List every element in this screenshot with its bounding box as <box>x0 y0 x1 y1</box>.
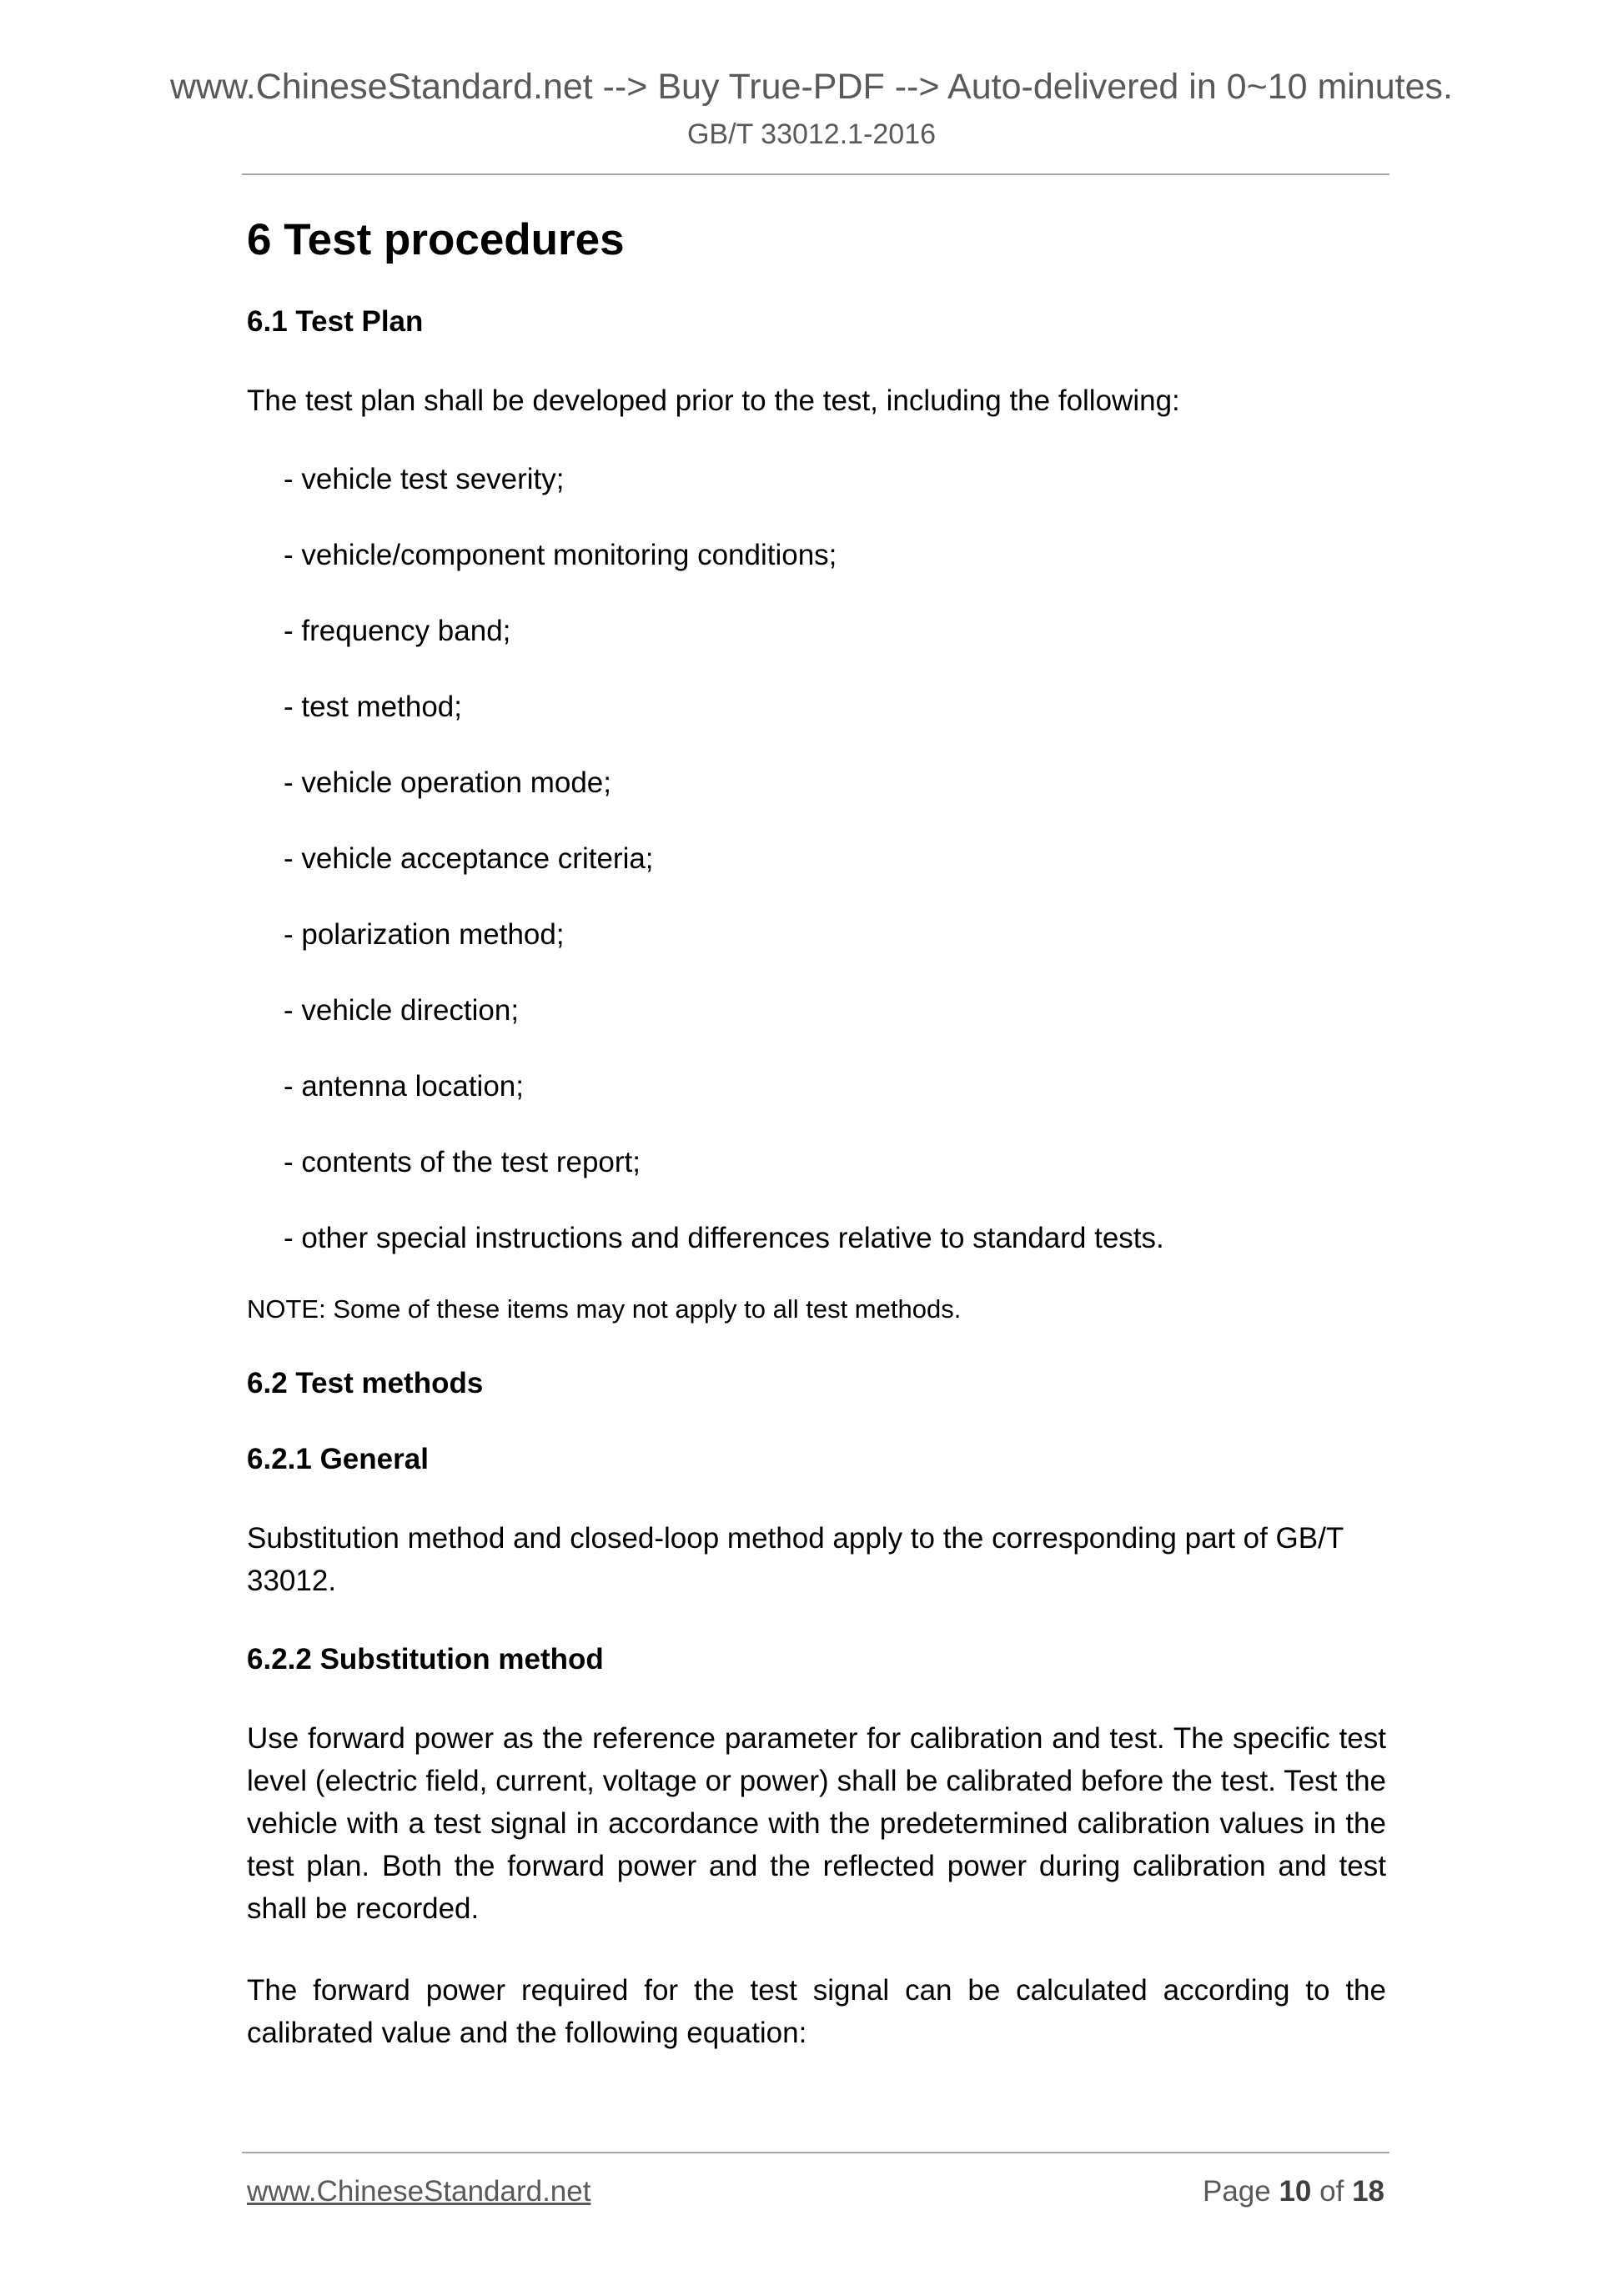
footer-website-link[interactable]: www.ChineseStandard.net <box>247 2175 591 2208</box>
list-item: - polarization method; <box>284 918 565 951</box>
list-item: - vehicle acceptance criteria; <box>284 842 654 875</box>
list-item: - vehicle direction; <box>284 994 520 1027</box>
header-banner: www.ChineseStandard.net --> Buy True-PDF --> Auto-delivered in 0~10 minutes. <box>169 67 1453 107</box>
list-item: - vehicle/component monitoring conditions; <box>284 539 837 571</box>
test-plan-list <box>247 461 1386 1257</box>
list-item: - test method; <box>284 691 462 723</box>
page-number <box>1203 2173 1384 2210</box>
substitution-paragraph-2: The forward power required for the test signal can be calculated according to the calibrated value and the following equation: <box>247 1974 1386 2049</box>
page-current: 10 <box>1279 2175 1312 2208</box>
note-text: NOTE: Some of these items may not apply to all test methods. <box>247 1294 962 1324</box>
list-item: - vehicle test severity; <box>284 463 565 495</box>
header-divider <box>242 173 1389 175</box>
heading-6-2-2: 6.2.2 Substitution method <box>247 1643 604 1676</box>
general-paragraph: Substitution method and closed-loop method apply to the corresponding part of GB/T 33012. <box>247 1522 1344 1597</box>
header-doc-id: GB/T 33012.1-2016 <box>686 118 937 150</box>
heading-6-2-1: 6.2.1 General <box>247 1443 429 1475</box>
list-item: - vehicle operation mode; <box>284 766 611 799</box>
list-item: - antenna location; <box>284 1070 524 1103</box>
heading-6-1: 6.1 Test Plan <box>247 305 424 338</box>
page-of: of <box>1319 2175 1344 2208</box>
section-title: 6 Test procedures <box>247 215 625 264</box>
list-item: - frequency band; <box>284 615 511 647</box>
heading-6-2: 6.2 Test methods <box>247 1367 484 1399</box>
page-content <box>247 214 1386 2093</box>
page-total: 18 <box>1352 2175 1384 2208</box>
footer-divider <box>242 2152 1389 2153</box>
list-item: - other special instructions and differences relative to standard tests. <box>284 1222 1164 1254</box>
test-plan-intro: The test plan shall be developed prior to the test, including the following: <box>247 384 1180 417</box>
page-prefix: Page <box>1202 2175 1271 2208</box>
substitution-paragraph-1: Use forward power as the reference parameter for calibration and test. The specific test level (electric field, current, voltage or power) shall be calibrated before the test. Test the vehicle with a test signal in accordance with the predetermined calibration values in the test plan. Both the forward power and the reflected power during calibration and test shall be recorded. <box>247 1722 1386 1925</box>
list-item: - contents of the test report; <box>284 1146 641 1178</box>
